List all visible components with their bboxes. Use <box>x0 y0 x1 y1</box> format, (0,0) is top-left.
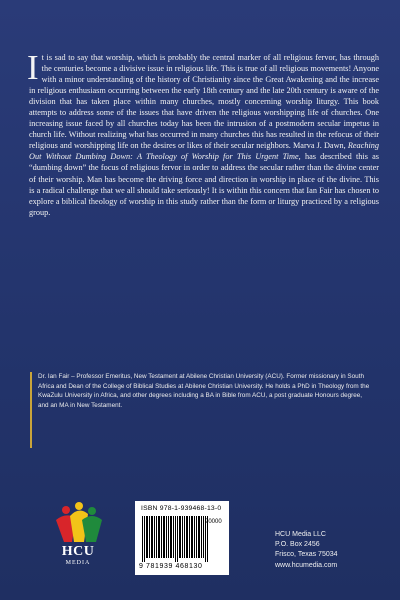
barcode-digits: 9 781939 468130 <box>139 563 203 570</box>
publisher-address <box>275 530 375 571</box>
description-paragraph <box>27 48 379 218</box>
author-bio-box <box>30 372 373 448</box>
book-citation: Reaching Out Without Dumbing Down: A Theology of Worship for This Urgent Time <box>29 141 379 162</box>
publisher-name: HCU Media LLC <box>275 531 326 538</box>
author-bio: Dr. Ian Fair – Professor Emeritus, New Testament at Abilene Christian University (ACU). Former missionary in South Africa and Dean of the College of Biblical Studies at Abilene Christian University. He holds a PhD in Theology from the KwaZulu University in Africa, and other degrees including a BA in Bible from ACU, a post graduate Honours degree, and an MA in New Testament. <box>38 373 370 409</box>
description-text-part-1: t is sad to say that worship, which is probably the central marker of all religious fervor, has through the centuries become a divisive issue in religious life. This is true of all religious movements! Anyone with a minor understanding of the history of Christianity since the Great Awakening and the increase in religious enthusiasm occurring between the early 18th century and the late 20th century is aware of the division that has taken place within many churches, mostly concerning worship liturgy. This book attempts to address some of the issues that have driven the religious worshipping life of churches. One increasing issue faced by all churches today has been the intrusion of a postmodern secular impetus in church life. Without realizing what has occurred in many churches this has resulted in the refocus of their religious and worshipping life on the desires or likes of their secular neighbors. Marva J. Dawn, <box>29 53 379 151</box>
publisher-city: Frisco, Texas 75034 <box>275 551 338 559</box>
publisher-po-box: P.O. Box 2456 <box>275 541 320 549</box>
logo-name: HCU <box>61 544 95 559</box>
publisher-website: www.hcumedia.com <box>275 561 338 569</box>
price-code: 90000 <box>205 519 222 525</box>
hcu-media-logo <box>52 502 104 576</box>
drop-cap: I <box>27 48 39 87</box>
logo-figures-icon <box>52 502 104 544</box>
isbn-barcode <box>135 501 229 575</box>
isbn-label: ISBN 978-1-939468-13-0 <box>141 505 222 512</box>
description-text-part-2: , has described this as “dumbing down” the focus of religious fervor in order to address the secular rather than the divine center of their worship. Man has become the driving force and direction in worship in place of the divine. This is a radical challenge that we all should take seriously! It is within this concern that Ian Fair has chosen to explore a biblical theology of worship in this study rather than the form or liturgy practiced by a religious group. <box>29 152 379 217</box>
logo-subtitle: MEDIA <box>65 560 91 566</box>
description-blurb <box>27 48 379 218</box>
